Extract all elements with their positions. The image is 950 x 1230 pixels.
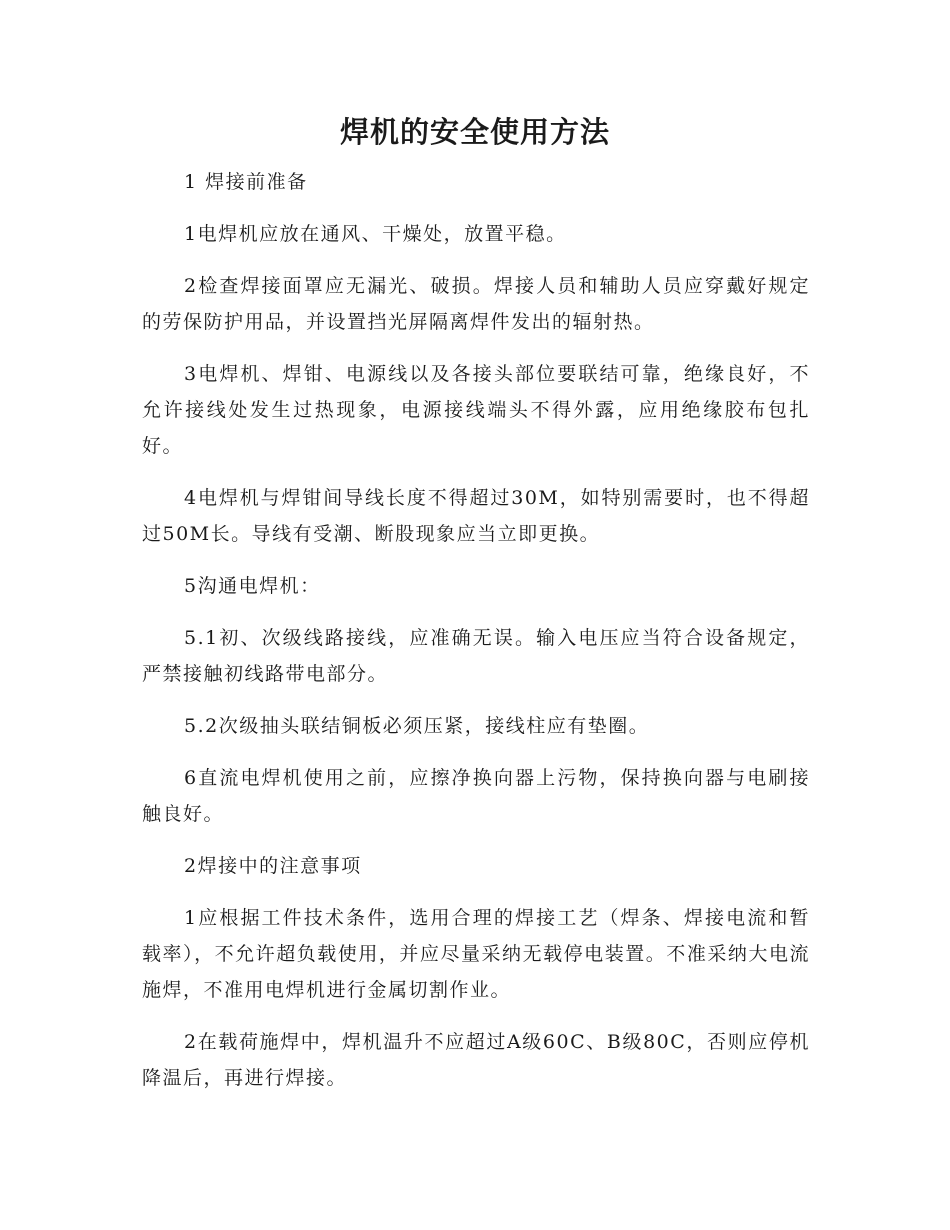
section-heading-precautions: 2焊接中的注意事项 [184, 855, 362, 877]
section-heading-preparation: 1 焊接前准备 [184, 171, 308, 193]
paragraph: 2在载荷施焊中，焊机温升不应超过A级60C、B级80C，否则应停机降温后，再进行焊接。 [142, 1031, 810, 1089]
paragraph: 1电焊机应放在通风、干燥处，放置平稳。 [184, 223, 567, 245]
paragraph: 5沟通电焊机： [184, 575, 321, 597]
paragraph: 1应根据工件技术条件，选用合理的焊接工艺（焊条、焊接电流和暂载率），不允许超负载使用，并应尽量采纳无载停电装置。不准采纳大电流施焊，不准用电焊机进行金属切割作业。 [142, 907, 810, 1001]
paragraph: 5.1初、次级线路接线，应准确无误。输入电压应当符合设备规定，严禁接触初线路带电部分。 [142, 627, 810, 685]
paragraph: 5.2次级抽头联结铜板必须压紧，接线柱应有垫圈。 [184, 715, 650, 737]
document-title: 焊机的安全使用方法 [339, 115, 610, 149]
paragraph: 6直流电焊机使用之前，应擦净换向器上污物，保持换向器与电刷接触良好。 [142, 767, 810, 825]
paragraph: 2检查焊接面罩应无漏光、破损。焊接人员和辅助人员应穿戴好规定的劳保防护用品，并设置挡光屏隔离焊件发出的辐射热。 [142, 275, 810, 333]
paragraph: 4电焊机与焊钳间导线长度不得超过30M，如特别需要时，也不得超过50M长。导线有受潮、断股现象应当立即更换。 [142, 487, 810, 545]
paragraph: 3电焊机、焊钳、电源线以及各接头部位要联结可靠，绝缘良好，不允许接线处发生过热现象，电源接线端头不得外露，应用绝缘胶布包扎好。 [142, 363, 810, 457]
document-body [142, 164, 810, 1112]
